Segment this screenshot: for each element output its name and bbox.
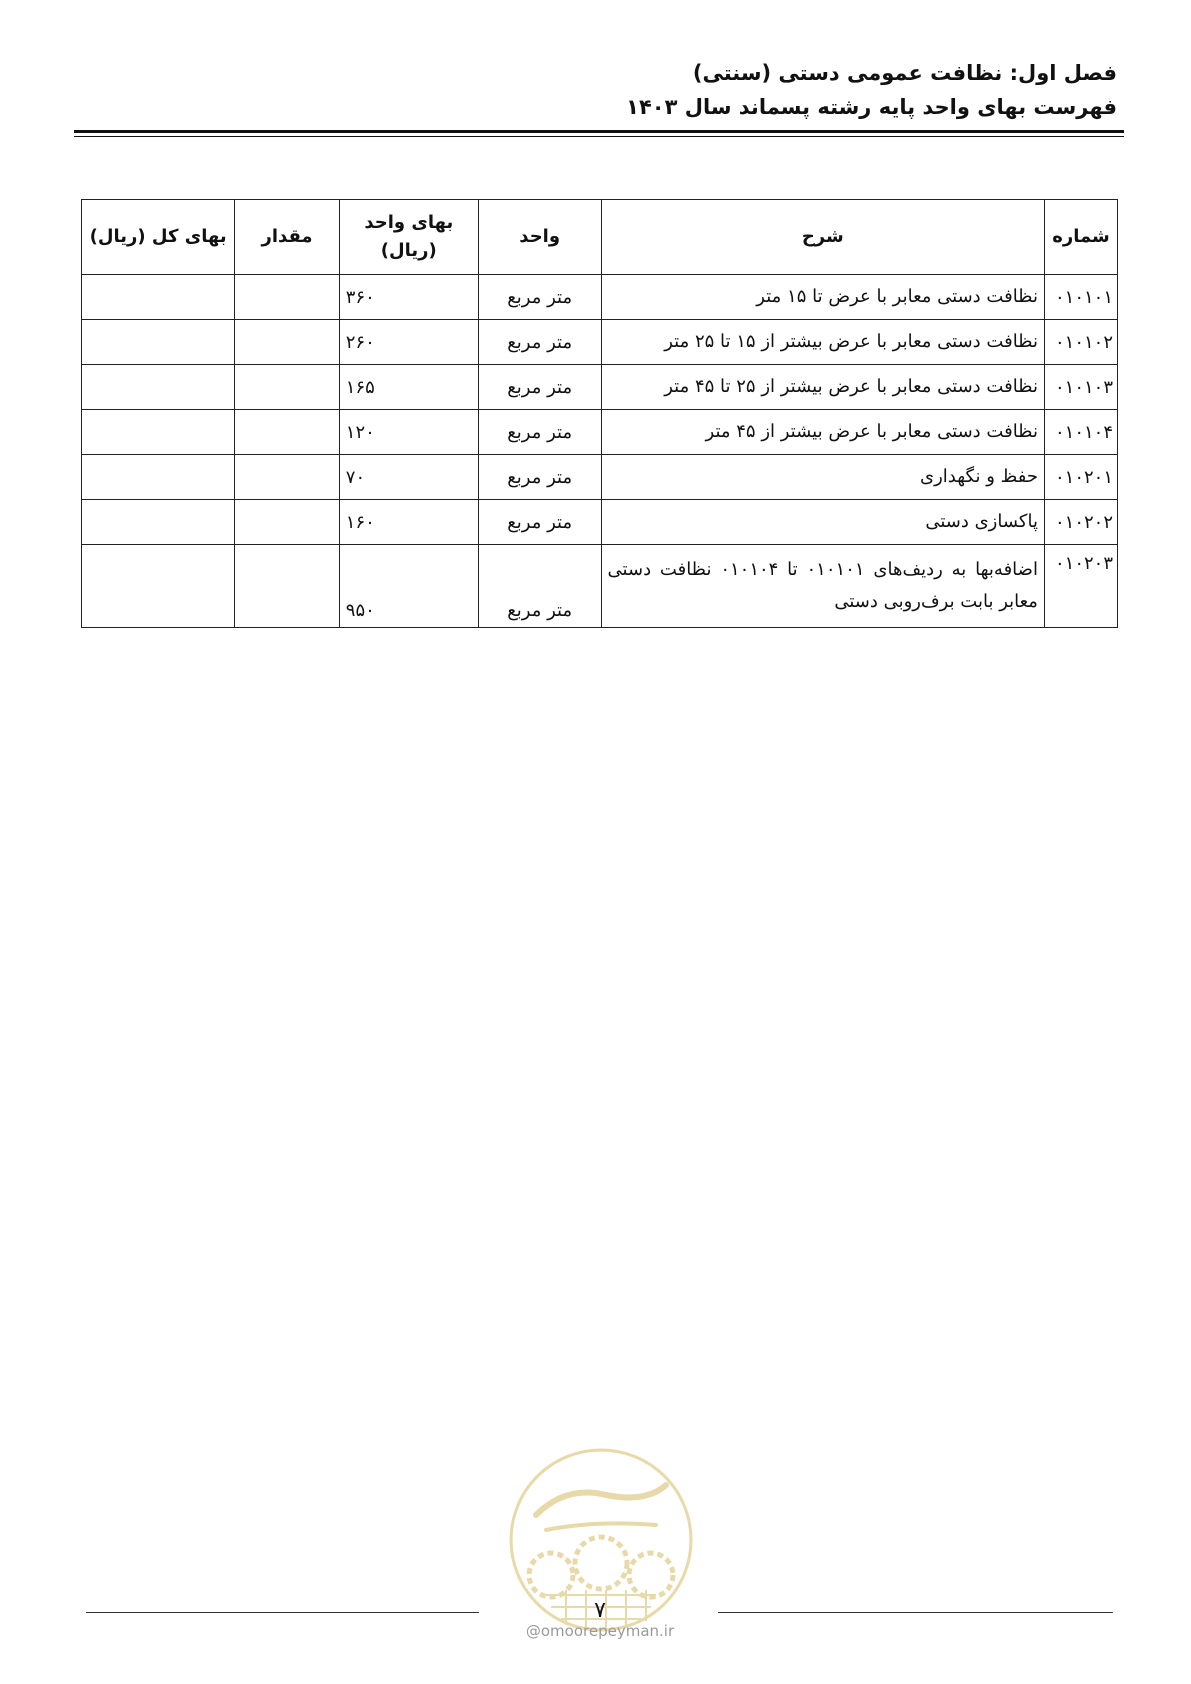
- row-unit-price: ۷۰: [339, 455, 478, 500]
- row-unit: متر مربع: [478, 320, 601, 365]
- unit-price-header-line1: بهای واحد: [364, 212, 454, 233]
- table-row: [82, 455, 1118, 500]
- row-quantity: [235, 365, 340, 410]
- gear-icon: [629, 1553, 673, 1597]
- row-unit: متر مربع: [478, 410, 601, 455]
- price-list-table: [81, 199, 1118, 628]
- table-row: [82, 500, 1118, 545]
- row-description: اضافه‌بها به ردیف‌های ۰۱۰۱۰۱ تا ۰۱۰۱۰۴ نظافت دستی معابر بابت برف‌روبی دستی: [601, 545, 1044, 628]
- footer-divider-left: [86, 1612, 479, 1613]
- column-header-code: شماره: [1044, 200, 1117, 275]
- row-description: پاکسازی دستی: [601, 500, 1044, 545]
- row-unit: متر مربع: [478, 455, 601, 500]
- row-code: ۰۱۰۲۰۱: [1044, 455, 1117, 500]
- row-description: حفظ و نگهداری: [601, 455, 1044, 500]
- row-total-price: [82, 500, 235, 545]
- row-total-price: [82, 275, 235, 320]
- table-row: [82, 410, 1118, 455]
- row-description: نظافت دستی معابر با عرض بیشتر از ۴۵ متر: [601, 410, 1044, 455]
- row-total-price: [82, 320, 235, 365]
- row-quantity: [235, 545, 340, 628]
- row-unit-price: ۱۶۵: [339, 365, 478, 410]
- row-unit-price: ۱۶۰: [339, 500, 478, 545]
- row-unit: متر مربع: [478, 275, 601, 320]
- table-row: [82, 320, 1118, 365]
- row-total-price: [82, 410, 235, 455]
- table-row: [82, 275, 1118, 320]
- row-quantity: [235, 320, 340, 365]
- list-title: فهرست بهای واحد پایه رشته پسماند سال ۱۴۰۳: [626, 95, 1117, 119]
- row-description: نظافت دستی معابر با عرض تا ۱۵ متر: [601, 275, 1044, 320]
- row-unit-price: ۳۶۰: [339, 275, 478, 320]
- row-unit: متر مربع: [478, 545, 601, 628]
- footer-divider-right: [718, 1612, 1113, 1613]
- row-total-price: [82, 455, 235, 500]
- gear-icon: [575, 1537, 627, 1589]
- row-code: ۰۱۰۲۰۲: [1044, 500, 1117, 545]
- column-header-quantity: مقدار: [235, 200, 340, 275]
- header-divider-thick: [74, 130, 1124, 133]
- watermark-calligraphy-stroke: [536, 1485, 666, 1515]
- row-code: ۰۱۰۲۰۳: [1044, 545, 1117, 628]
- row-unit-price: ۹۵۰: [339, 545, 478, 628]
- table-row: [82, 545, 1118, 628]
- table-header-row: [82, 200, 1118, 275]
- row-total-price: [82, 545, 235, 628]
- watermark-calligraphy-stroke: [546, 1523, 656, 1530]
- row-unit: متر مربع: [478, 365, 601, 410]
- row-quantity: [235, 455, 340, 500]
- row-code: ۰۱۰۱۰۲: [1044, 320, 1117, 365]
- unit-price-header-line2: (ریال): [380, 240, 437, 261]
- header-divider-thin: [74, 136, 1124, 137]
- page-number: ۷: [594, 1598, 606, 1623]
- table-row: [82, 365, 1118, 410]
- row-unit: متر مربع: [478, 500, 601, 545]
- column-header-unit-price: [339, 200, 478, 275]
- row-quantity: [235, 410, 340, 455]
- row-total-price: [82, 365, 235, 410]
- row-quantity: [235, 500, 340, 545]
- column-header-unit: واحد: [478, 200, 601, 275]
- column-header-description: شرح: [601, 200, 1044, 275]
- row-description: نظافت دستی معابر با عرض بیشتر از ۱۵ تا ۲۵ متر: [601, 320, 1044, 365]
- row-code: ۰۱۰۱۰۳: [1044, 365, 1117, 410]
- row-unit-price: ۲۶۰: [339, 320, 478, 365]
- row-code: ۰۱۰۱۰۱: [1044, 275, 1117, 320]
- row-quantity: [235, 275, 340, 320]
- row-code: ۰۱۰۱۰۴: [1044, 410, 1117, 455]
- row-unit-price: ۱۲۰: [339, 410, 478, 455]
- row-description: نظافت دستی معابر با عرض بیشتر از ۲۵ تا ۴۵ متر: [601, 365, 1044, 410]
- chapter-title: فصل اول: نظافت عمومی دستی (سنتی): [692, 61, 1117, 85]
- page-header: [67, 56, 1117, 124]
- footer-website: @omoorepeyman.ir: [525, 1622, 675, 1640]
- column-header-total-price: بهای کل (ریال): [82, 200, 235, 275]
